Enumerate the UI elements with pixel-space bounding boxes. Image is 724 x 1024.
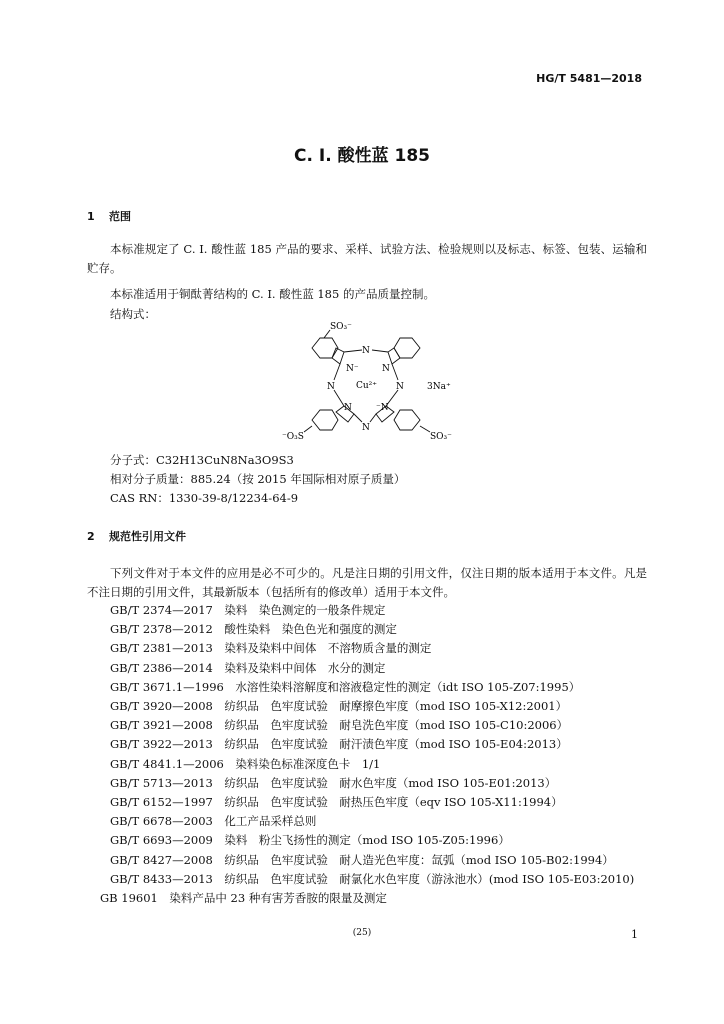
- reference-item: GB/T 3921—2008 纺织品 色牢度试验 耐皂洗色牢度（mod ISO 105-C10:2006）: [110, 718, 569, 733]
- molecular-formula-label: 分子式：: [110, 453, 156, 467]
- bond: [334, 390, 344, 406]
- sodium-counterions: 3Na⁺: [427, 382, 451, 392]
- section-number: 1: [87, 210, 95, 223]
- page-code: (25): [352, 928, 372, 938]
- page-number: 1: [631, 928, 638, 941]
- bond: [370, 414, 376, 422]
- nitrogen-bottom: N: [362, 423, 370, 433]
- nitrogen-top: N: [362, 346, 370, 356]
- nitrogen-right: N: [396, 382, 404, 392]
- reference-item: GB/T 3920—2008 纺织品 色牢度试验 耐摩擦色牢度（mod ISO 105-X12:2001）: [110, 699, 568, 714]
- molar-mass: 相对分子质量：885.24（按 2015 年国际相对原子质量）: [110, 472, 406, 486]
- cas-number: CAS RN：1330-39-8/12234-64-9: [110, 491, 299, 505]
- standard-number: HG/T 5481—2018: [536, 72, 642, 85]
- nitrogen-left: N: [327, 382, 335, 392]
- bond: [344, 350, 362, 352]
- reference-list: [87, 601, 647, 908]
- structure-diagram: [282, 318, 472, 448]
- section-2-heading: [87, 528, 186, 544]
- copper-ion: Cu²⁺: [356, 381, 378, 391]
- section-number: 2: [87, 530, 95, 543]
- scope-paragraph-2: 本标准适用于铜酞菁结构的 C. I. 酸性蓝 185 的产品质量控制。: [110, 287, 435, 301]
- reference-item: GB 19601 染料产品中 23 种有害芳香胺的限量及测定: [100, 891, 387, 906]
- references-intro: 下列文件对于本文件的应用是必不可少的。凡是注日期的引用文件，仅注日期的版本适用于本文件。凡是不注日期的引用文件，其最新版本（包括所有的修改单）适用于本文件。: [87, 566, 647, 599]
- page-title: C. I. 酸性蓝 185: [294, 146, 430, 166]
- bond: [392, 364, 398, 380]
- bond: [304, 426, 312, 432]
- reference-item: GB/T 4841.1—2006 染料染色标准深度色卡 1/1: [110, 756, 381, 771]
- bond: [372, 350, 388, 352]
- section-title: 范围: [109, 210, 131, 223]
- bond: [354, 414, 362, 422]
- benzene-ring-bottom-right: [394, 410, 420, 430]
- sulfonate-top: SO₃⁻: [330, 322, 352, 332]
- bond: [334, 364, 340, 380]
- molecular-formula: [110, 452, 294, 468]
- nitrogen-top-right: N: [382, 364, 390, 374]
- reference-item: GB/T 3671.1—1996 水溶性染料溶解度和溶液稳定性的测定（idt ISO 105-Z07:1995）: [110, 679, 581, 694]
- reference-item: GB/T 2386—2014 染料及染料中间体 水分的测定: [110, 660, 386, 675]
- reference-item: GB/T 5713—2013 纺织品 色牢度试验 耐水色牢度（mod ISO 105-E01:2013）: [110, 775, 557, 790]
- benzene-ring-top-left: [312, 338, 338, 358]
- reference-item: GB/T 8427—2008 纺织品 色牢度试验 耐人造光色牢度：氙弧（mod ISO 105-B02:1994）: [110, 852, 614, 867]
- pyrrole-ring-top-left: [332, 348, 344, 364]
- reference-item: GB/T 3922—2013 纺织品 色牢度试验 耐汗渍色牢度（mod ISO 105-E04:2013）: [110, 737, 568, 752]
- sulfonate-left: ⁻O₃S: [282, 432, 304, 442]
- nitrogen-bottom-left: N: [344, 403, 352, 413]
- nitrogen-anion-top-left: N⁻: [346, 364, 359, 374]
- bond: [420, 426, 430, 432]
- reference-item: GB/T 2381—2013 染料及染料中间体 不溶物质含量的测定: [110, 641, 432, 656]
- section-1-heading: [87, 208, 131, 224]
- reference-item: GB/T 6678—2003 化工产品采样总则: [110, 814, 317, 829]
- benzene-ring-bottom-left: [312, 410, 338, 430]
- reference-item: GB/T 2378—2012 酸性染料 染色色光和强度的测定: [110, 622, 397, 637]
- structure-label: 结构式：: [110, 307, 156, 321]
- reference-item: GB/T 8433—2013 纺织品 色牢度试验 耐氯化水色牢度（游泳池水）(mod ISO 105-E03:2010): [110, 871, 635, 886]
- section-title: 规范性引用文件: [109, 530, 186, 543]
- molecular-formula-value: C32H13CuN8Na3O9S3: [156, 453, 294, 467]
- pyrrole-ring-top-right: [388, 348, 400, 364]
- reference-item: GB/T 6693—2009 染料 粉尘飞扬性的测定（mod ISO 105-Z05:1996）: [110, 833, 510, 848]
- scope-paragraph-1: 本标准规定了 C. I. 酸性蓝 185 产品的要求、采样、试验方法、检验规则以及标志、标签、包装、运输和贮存。: [87, 242, 647, 275]
- sulfonate-right: SO₃⁻: [430, 432, 452, 442]
- reference-item: GB/T 2374—2017 染料 染色测定的一般条件规定: [110, 603, 386, 617]
- nitrogen-anion-bottom-right: ⁻N: [376, 403, 389, 413]
- reference-item: GB/T 6152—1997 纺织品 色牢度试验 耐热压色牢度（eqv ISO 105-X11:1994）: [110, 795, 563, 810]
